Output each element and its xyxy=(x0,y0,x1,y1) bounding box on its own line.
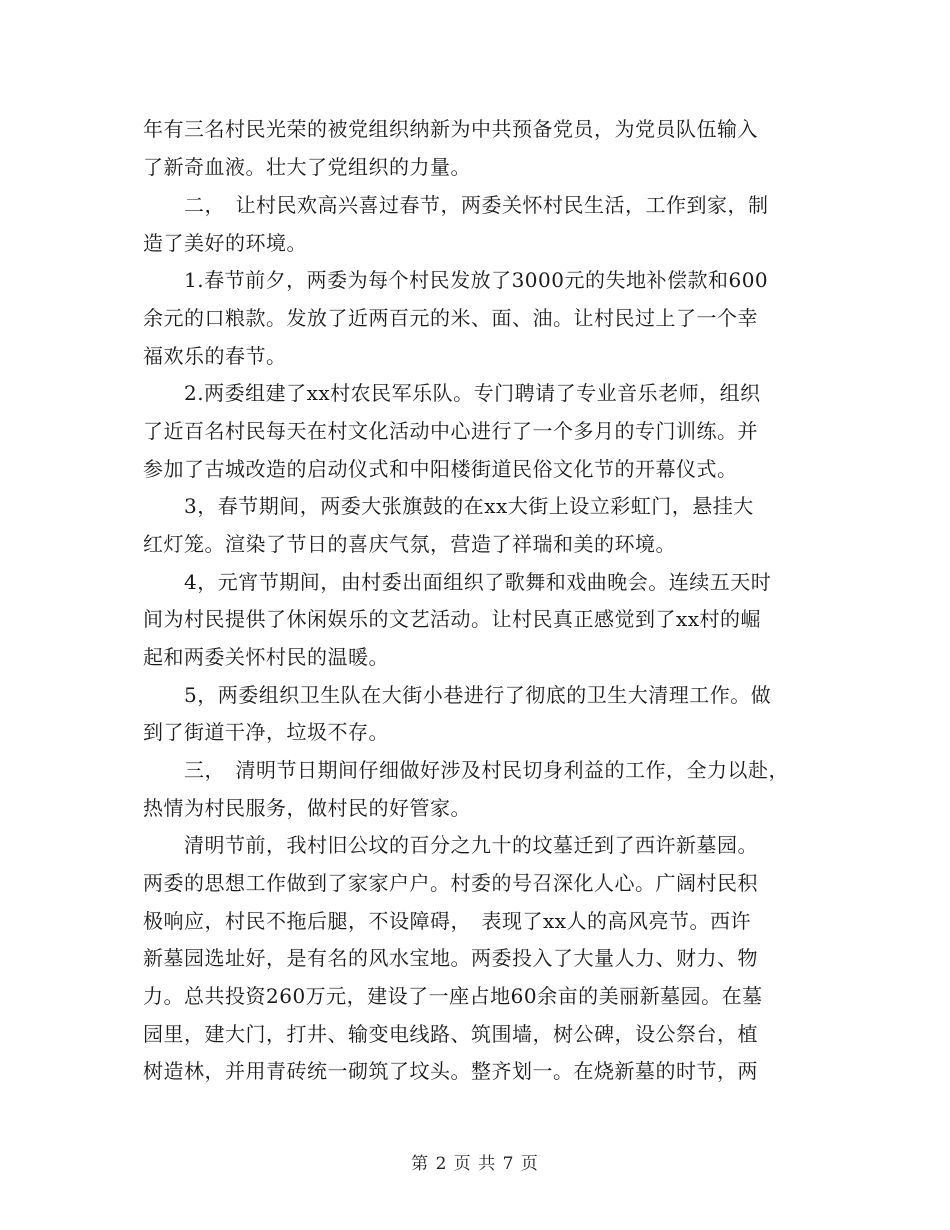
text-line: 树造林，并用青砖统一砌筑了坟头。整齐划一。在烧新墓的时节，两 xyxy=(143,1059,758,1083)
text-line: 了近百名村民每天在村文化活动中心进行了一个多月的专门训练。并 xyxy=(143,419,758,443)
text-line: 造了美好的环境。 xyxy=(143,231,307,255)
text-line: 间为村民提供了休闲娱乐的文艺活动。让村民真正感觉到了xx村的崛 xyxy=(143,607,762,631)
text-line: 极响应，村民不拖后腿，不设障碍， 表现了xx人的高风亮节。西许 xyxy=(143,909,752,933)
text-line: 3，春节期间，两委大张旗鼓的在xx大街上设立彩虹门，悬挂大 xyxy=(143,494,754,518)
text-line: 清明节前，我村旧公坟的百分之九十的坟墓迁到了西许新墓园。 xyxy=(143,833,758,857)
text-line: 三， 清明节日期间仔细做好涉及村民切身利益的工作，全力以赴， xyxy=(143,758,789,782)
text-line: 两委的思想工作做到了家家户户。村委的号召深化人心。广阔村民积 xyxy=(143,871,758,895)
text-line: 到了街道干净，垃圾不存。 xyxy=(143,720,389,744)
text-line: 余元的口粮款。发放了近两百元的米、面、油。让村民过上了一个幸 xyxy=(143,306,758,330)
page-footer: 第 2 页 共 7 页 xyxy=(411,1154,539,1174)
text-line: 4，元宵节期间，由村委出面组织了歌舞和戏曲晚会。连续五天时 xyxy=(143,570,772,594)
text-line: 红灯笼。渲染了节日的喜庆气氛，营造了祥瑞和美的环境。 xyxy=(143,532,676,556)
text-line: 5，两委组织卫生队在大街小巷进行了彻底的卫生大清理工作。做 xyxy=(143,683,772,707)
text-line: 热情为村民服务，做村民的好管家。 xyxy=(143,796,471,820)
text-line: 起和两委关怀村民的温暖。 xyxy=(143,645,389,669)
text-line: 园里，建大门，打井、输变电线路、筑围墙，树公碑，设公祭台，植 xyxy=(143,1022,758,1046)
text-line: 参加了古城改造的启动仪式和中阳楼街道民俗文化节的开幕仪式。 xyxy=(143,457,738,481)
text-line: 新墓园选址好，是有名的风水宝地。两委投入了大量人力、财力、物 xyxy=(143,946,758,970)
text-line: 二， 让村民欢高兴喜过春节，两委关怀村民生活，工作到家，制 xyxy=(143,193,769,217)
text-line: 力。总共投资260万元，建设了一座占地60余亩的美丽新墓园。在墓 xyxy=(143,984,763,1008)
text-line: 福欢乐的春节。 xyxy=(143,344,287,368)
text-line: 2.两委组建了xx村农民军乐队。专门聘请了专业音乐老师，组织 xyxy=(143,381,761,405)
text-line: 了新奇血液。壮大了党组织的力量。 xyxy=(143,155,471,179)
text-line: 年有三名村民光荣的被党组织纳新为中共预备党员，为党员队伍输入 xyxy=(143,117,758,141)
text-line: 1.春节前夕，两委为每个村民发放了3000元的失地补偿款和600 xyxy=(143,268,769,292)
